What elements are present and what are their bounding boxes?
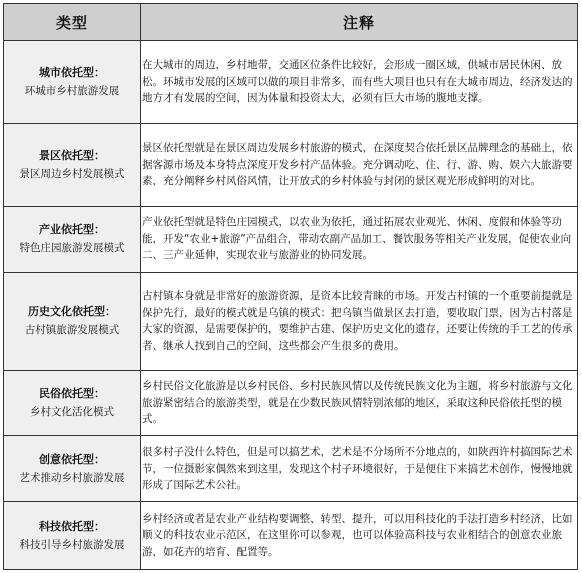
table-row <box>4 206 578 272</box>
type-subtitle: 景区周边乡村发展模式 <box>19 167 125 180</box>
header-type: 类型 <box>4 4 141 41</box>
table-header-row <box>4 4 578 41</box>
tourism-model-table <box>3 3 578 570</box>
type-cell <box>4 370 141 436</box>
table-row <box>4 41 578 124</box>
description-cell: 乡村经济或者是农业产业结构要调整、转型、提升，可以用科技化的手法打造乡村经济，比如顺义的科技农业示范区，在这里你可以参观，也可以体验高科技与农业相结合的创意农业旅游，如花卉的培育、配置等。 <box>141 502 578 570</box>
type-subtitle: 科技引导乡村旅游发展 <box>19 538 125 551</box>
description-cell: 乡村民俗文化旅游是以乡村民俗、乡村民族风情以及传统民族文化为主题，将乡村旅游与文化旅游紧密结合的旅游类型，就是在少数民族风情特别浓郁的地区，采取这种民俗依托型的模式。 <box>141 370 578 436</box>
type-cell <box>4 272 141 370</box>
type-title: 景区依托型： <box>39 148 105 162</box>
description-cell: 很多村子没什么特色，但是可以搞艺术，艺术是不分场所不分地点的，如陕西许村搞国际艺术节，一位摄影家偶然来到这里，发现这个村子环境很好，于是便住下来搞艺术创作，慢慢地就形成了国际艺术公社。 <box>141 436 578 502</box>
type-title: 科技依托型： <box>39 519 105 533</box>
description-cell: 在大城市的周边，乡村地带，交通区位条件比较好，会形成一圈区域，供城市居民休闲、放松。环城市发展的区域可以做的项目非常多，而有些大项目也只有在大城市周边，经济发达的地方才有发展的空间，因为体量和投资太大，必须有巨大市场的腹地支撑。 <box>141 41 578 124</box>
type-title: 城市依托型： <box>39 65 105 79</box>
type-subtitle: 特色庄园旅游发展模式 <box>19 242 125 255</box>
type-title: 创意依托型： <box>39 452 105 466</box>
type-cell <box>4 436 141 502</box>
type-subtitle: 艺术推动乡村旅游发展 <box>19 471 125 484</box>
type-cell <box>4 41 141 124</box>
table-row <box>4 370 578 436</box>
description-cell: 产业依托型就是特色庄园模式，以农业为依托，通过拓展农业观光、休闲、度假和体验等功能，开发“农业+旅游”产品组合，带动农副产品加工、餐饮服务等相关产业发展，促使农业向二、三产业延伸，实现农业与旅游业的协同发展。 <box>141 206 578 272</box>
type-cell <box>4 206 141 272</box>
description-cell: 古村镇本身就是非常好的旅游资源，是资本比较青睐的市场。开发古村镇的一个重要前提就是保护先行，最好的模式就是乌镇的模式：把乌镇当做景区去打造，要收取门票，因为古村落是大家的资源，是需要保护的，要维护古建、保护历史文化的遗存，还要让传统的手工艺的传承者、继承人找到自己的空间，这些都会产生很多的费用。 <box>141 272 578 370</box>
type-subtitle: 环城市乡村旅游发展 <box>24 84 120 97</box>
type-subtitle: 乡村文化活化模式 <box>30 406 114 419</box>
type-title: 历史文化依托型： <box>28 305 116 319</box>
type-cell <box>4 123 141 206</box>
type-cell <box>4 502 141 570</box>
type-title: 产业依托型： <box>39 223 105 237</box>
table-row <box>4 123 578 206</box>
table-row <box>4 502 578 570</box>
type-subtitle: 古村镇旅游发展模式 <box>24 324 120 337</box>
table-row <box>4 272 578 370</box>
type-title: 民俗依托型： <box>39 387 105 401</box>
table-row <box>4 436 578 502</box>
header-note: 注释 <box>141 4 578 41</box>
description-cell: 景区依托型就是在景区周边发展乡村旅游的模式，在深度契合依托景区品牌理念的基础上，依据客源市场及本身特点深度开发乡村产品体验。充分调动吃、住、行、游、购、娱六大旅游要素，充分阐释乡村风俗风情，让开放式的乡村体验与封闭的景区观光形成鲜明的对比。 <box>141 123 578 206</box>
